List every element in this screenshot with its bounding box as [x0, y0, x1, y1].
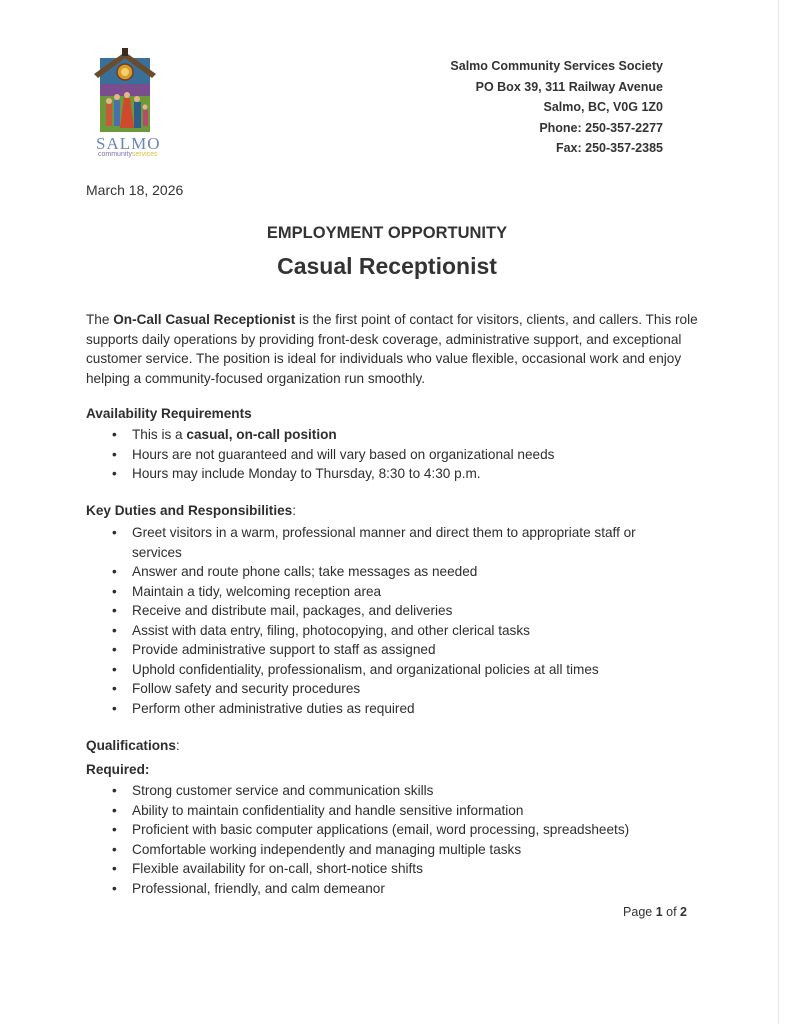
- bullet-icon: •: [112, 841, 117, 857]
- intro-post: is the first point of contact for visitors, clients, and callers. This role supports daily operations by providing front-desk coverage, administrative support, and exceptional customer service. The position is ideal for individuals who value flexible, occasional work and enjoy helping a community-focused organization run smoothly.: [86, 312, 698, 386]
- pager-of: of: [662, 905, 681, 919]
- item-text: Maintain a tidy, welcoming reception area: [132, 583, 382, 599]
- list-item: [86, 621, 706, 641]
- item-text: Flexible availability for on-call, short-notice shifts: [132, 861, 423, 876]
- bullet-icon: •: [112, 880, 117, 896]
- list-item: [86, 840, 706, 860]
- duties-colon: :: [292, 503, 297, 518]
- item-text: Greet visitors in a warm, professional manner and direct them to appropriate staff or services: [132, 525, 636, 560]
- bullet-icon: •: [112, 822, 117, 837]
- item-text: Proficient with basic computer applications (email, word processing, spreadsheets): [132, 822, 630, 837]
- availability-heading: Availability Requirements: [86, 406, 252, 421]
- qualifications-heading-text: Qualifications: [86, 738, 176, 753]
- list-item: [86, 859, 706, 879]
- list-item: [86, 879, 706, 899]
- list-item: [86, 523, 706, 562]
- item-text: Hours are not guaranteed and will vary based on organizational needs: [132, 446, 555, 462]
- availability-list: [86, 425, 706, 484]
- logo-subtitle-community: community: [98, 151, 132, 158]
- bullet-icon: •: [112, 802, 117, 818]
- item-text: Provide administrative support to staff as assigned: [132, 642, 436, 657]
- fax-line: Fax: 250-357-2385: [555, 141, 663, 156]
- list-item: [86, 582, 706, 602]
- page-edge: [778, 0, 779, 1024]
- house-mural-logo-icon: [94, 48, 156, 134]
- page-number: [623, 905, 687, 919]
- bullet-icon: •: [112, 622, 117, 638]
- logo-wordmark: SALMO: [96, 134, 161, 153]
- bullet-icon: •: [112, 681, 117, 696]
- list-item: [86, 464, 706, 484]
- list-item: [86, 425, 706, 445]
- list-item: [86, 562, 706, 582]
- item-text: Comfortable working independently and managing multiple tasks: [132, 841, 522, 857]
- qualifications-heading: [86, 738, 180, 753]
- bullet-icon: •: [112, 564, 117, 579]
- list-item: [86, 781, 706, 801]
- bullet-icon: •: [112, 783, 117, 798]
- bullet-icon: •: [112, 427, 117, 442]
- bullet-icon: •: [112, 642, 117, 657]
- org-name: Salmo Community Services Society: [450, 59, 663, 73]
- item-text: This is a: [132, 427, 187, 442]
- item-text: Follow safety and security procedures: [132, 681, 361, 696]
- item-text: Professional, friendly, and calm demeanor: [132, 880, 385, 896]
- logo-subtitle: [98, 151, 158, 159]
- item-text: Perform other administrative duties as required: [132, 700, 415, 716]
- pager-current: 1: [655, 905, 663, 919]
- job-title: Casual Receptionist: [277, 253, 497, 279]
- duties-heading: [86, 503, 296, 518]
- item-text: Assist with data entry, filing, photocopying, and other clerical tasks: [132, 622, 530, 638]
- salmo-logo: [86, 48, 172, 160]
- pager-total: 2: [680, 905, 687, 919]
- intro-role-name: On-Call Casual Receptionist: [113, 312, 296, 327]
- bullet-icon: •: [112, 603, 117, 618]
- item-text: Ability to maintain confidentiality and handle sensitive information: [132, 802, 524, 818]
- bullet-icon: •: [112, 861, 117, 876]
- logo-subtitle-services: services: [131, 151, 158, 158]
- qualifications-list: [86, 781, 706, 898]
- list-item: [86, 699, 706, 719]
- item-bold-text: casual, on-call position: [186, 427, 337, 442]
- pager-label: Page: [623, 905, 656, 919]
- item-text: Strong customer service and communication skills: [132, 783, 434, 798]
- item-text: Receive and distribute mail, packages, and deliveries: [132, 603, 453, 618]
- bullet-icon: •: [112, 525, 117, 540]
- qualifications-colon: :: [175, 738, 180, 753]
- list-item: [86, 679, 706, 699]
- intro-paragraph: [86, 310, 706, 388]
- postal-address: PO Box 39, 311 Railway Avenue: [475, 79, 663, 94]
- list-item: [86, 660, 706, 680]
- item-text: Uphold confidentiality, professionalism, and organizational policies at all times: [132, 661, 599, 677]
- duties-heading-text: Key Duties and Responsibilities: [86, 503, 293, 518]
- list-item: [86, 601, 706, 621]
- bullet-icon: •: [112, 661, 117, 677]
- list-item: [86, 801, 706, 821]
- required-subheading: Required:: [86, 762, 150, 777]
- bullet-icon: •: [112, 466, 117, 481]
- phone-line: Phone: 250-357-2277: [539, 120, 663, 135]
- item-text: Hours may include Monday to Thursday, 8:30 to 4:30 p.m.: [132, 466, 481, 481]
- city-line: Salmo, BC, V0G 1Z0: [543, 100, 663, 115]
- duties-list: [86, 523, 706, 718]
- list-item: [86, 640, 706, 660]
- letterhead-address: [450, 56, 663, 159]
- list-item: [86, 820, 706, 840]
- intro-pre: The: [86, 312, 114, 327]
- bullet-icon: •: [112, 446, 117, 462]
- list-item: [86, 445, 706, 465]
- document-heading: EMPLOYMENT OPPORTUNITY: [266, 224, 508, 242]
- bullet-icon: •: [112, 700, 117, 716]
- letter-date: March 18, 2026: [86, 182, 184, 198]
- bullet-icon: •: [112, 583, 117, 599]
- item-text: Answer and route phone calls; take messages as needed: [132, 564, 478, 579]
